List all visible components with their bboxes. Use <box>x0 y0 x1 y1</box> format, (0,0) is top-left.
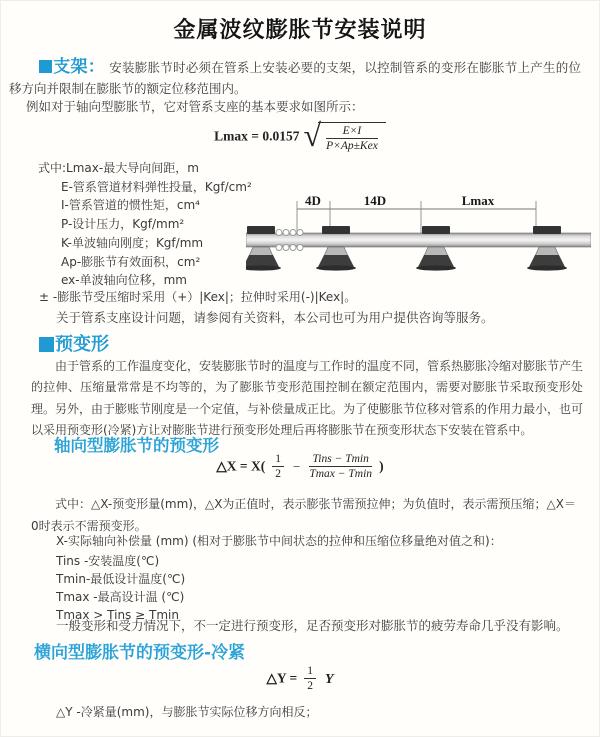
formula-variable-list <box>38 159 252 290</box>
plusminus-note: ± -膨胀节受压缩时采用（+）|Kex|；拉伸时采用(-)|Kex|。 <box>39 290 357 304</box>
pipe-support <box>527 226 567 271</box>
lateral-subheading: 横向型膨胀节的预变形-冷紧 <box>34 643 246 663</box>
axial-subheading: 轴向型膨胀节的预变形 <box>54 436 219 455</box>
half-numerator: 1 <box>272 453 284 467</box>
pipe-support <box>416 226 456 271</box>
lmax-formula <box>1 117 599 153</box>
pipe-support-diagram <box>246 191 591 286</box>
predeform-body-paragraph: 由于管系的工作温度变化，安装膨胀节时的温度与工作时的温度不同，管系热膨胀冷缩对膨胀节产生的拉伸、压缩量常常是不均等的，为了膨胀节变形范围控制在额定范围内，需要对膨胀节采取预变形处理。另外，由于膨账节刚度是一个定值，与补偿量成正比。为了使膨胀节位移对管系的作用力最小，也可以采用预变形(冷紧)方让对膨胀节进行预变形处理后再将膨胀节在预变形状态下安装在管系中。 <box>31 359 584 437</box>
pipe-support <box>316 226 356 271</box>
variable-line: E-管系管道材料弹性投量，Kgf/cm² <box>61 179 252 194</box>
y-coldpull-note: △Y -冷紧量(mm)，与膨胀节实际位移方向相反； <box>56 705 318 719</box>
support-example-line: 例如对于轴向型膨胀节，它对管系支座的基本要求如图所示： <box>26 99 364 114</box>
axial-formula <box>1 453 599 481</box>
radical-expression <box>303 117 386 153</box>
half-numerator: 1 <box>304 665 316 679</box>
general-deformation-note: 一般变形和受力情况下，不一定进行预变形，足否预变形对膨胀节的疲劳寿命几乎没有影响。 <box>56 618 569 633</box>
axial-formula-prefix: △X = X( <box>216 458 266 474</box>
dimension-label-lmax: Lmax <box>461 193 495 208</box>
lmax-formula-prefix: Lmax = 0.0157 <box>214 128 300 144</box>
predeform-section-heading-row <box>39 330 109 356</box>
variable-line-where <box>38 159 252 178</box>
variable-line: P-设计压力，Kgf/mm² <box>61 217 185 232</box>
variable-line: ex-单波轴向位移，mm <box>61 273 187 288</box>
service-note: 关于管系支座设计问题，请参阅有关资料，本公司也可为用户提供咨询等服务。 <box>56 310 494 325</box>
temp-numerator: Tins − Tmin <box>309 453 372 467</box>
x-compensation-note: X-实际轴向补偿量 (mm) (相对于膨胀节中间状态的拉伸和压缩位移量绝对值之和)： <box>56 534 502 548</box>
axial-formula-operator: − <box>293 458 301 474</box>
axial-formula-suffix: ) <box>379 458 384 474</box>
variable-line: K-单波轴向刚度；Kgf/mm <box>61 235 204 250</box>
where-label: 式中: <box>38 161 67 175</box>
temperature-definition-list <box>56 552 185 624</box>
radical-sign-icon: √ <box>303 117 322 153</box>
support-section-intro <box>9 57 581 99</box>
support-intro-text: 安装膨胀节时必须在管系上安装必要的支架，以控制管系的变形在膨胀节上产生的位移方向并限制在膨胀节的额定位移范围内。 <box>9 60 581 96</box>
variable-line: Ap-膨胀节有效面积，cm² <box>61 254 201 269</box>
temp-line: Tins -安装温度(℃) <box>56 554 160 568</box>
half-denominator: 2 <box>275 468 281 481</box>
axial-formula-temp-fraction <box>309 453 372 481</box>
temp-line: Tmin-最低设计温度(℃) <box>56 572 186 586</box>
dimension-label-14d: 14D <box>363 193 387 208</box>
temp-denominator: Tmax − Tmin <box>309 468 373 481</box>
section-bullet-square-icon <box>39 60 52 73</box>
lateral-formula-suffix: Y <box>324 671 334 687</box>
page-title: 金属波纹膨胀节安装说明 <box>173 18 427 43</box>
lmax-formula-denominator: P×Ap±Kex <box>326 140 378 152</box>
half-denominator: 2 <box>307 680 313 693</box>
section-bullet-square-icon <box>39 337 54 352</box>
support-section-heading: 支架： <box>53 57 106 77</box>
axial-formula-half-fraction <box>272 453 284 481</box>
lateral-formula-half-fraction <box>304 665 316 693</box>
lmax-formula-numerator: E×I <box>326 125 378 139</box>
temp-line: Tmax > Tins ≥ Tmin <box>56 608 179 622</box>
lateral-formula-prefix: △Y = <box>266 670 298 686</box>
lmax-formula-fraction <box>326 125 378 153</box>
variable-line: I-管系管道的惯性矩，cm⁴ <box>61 198 200 213</box>
variable-lmax: Lmax-最大导向间距，m <box>66 161 199 175</box>
axial-explain-paragraph: 式中：△X-预变形量(mm)，△X为正值时，表示膨张节需预拉伸；为负值时，表示需预压缩；△X＝0时表示不需预变形。 <box>31 497 576 533</box>
predeform-section-heading: 预变形 <box>55 334 109 355</box>
lateral-formula <box>1 665 599 693</box>
dimension-label-4d: 4D <box>305 193 321 208</box>
temp-line: Tmax -最高设计温 (℃) <box>56 590 185 604</box>
